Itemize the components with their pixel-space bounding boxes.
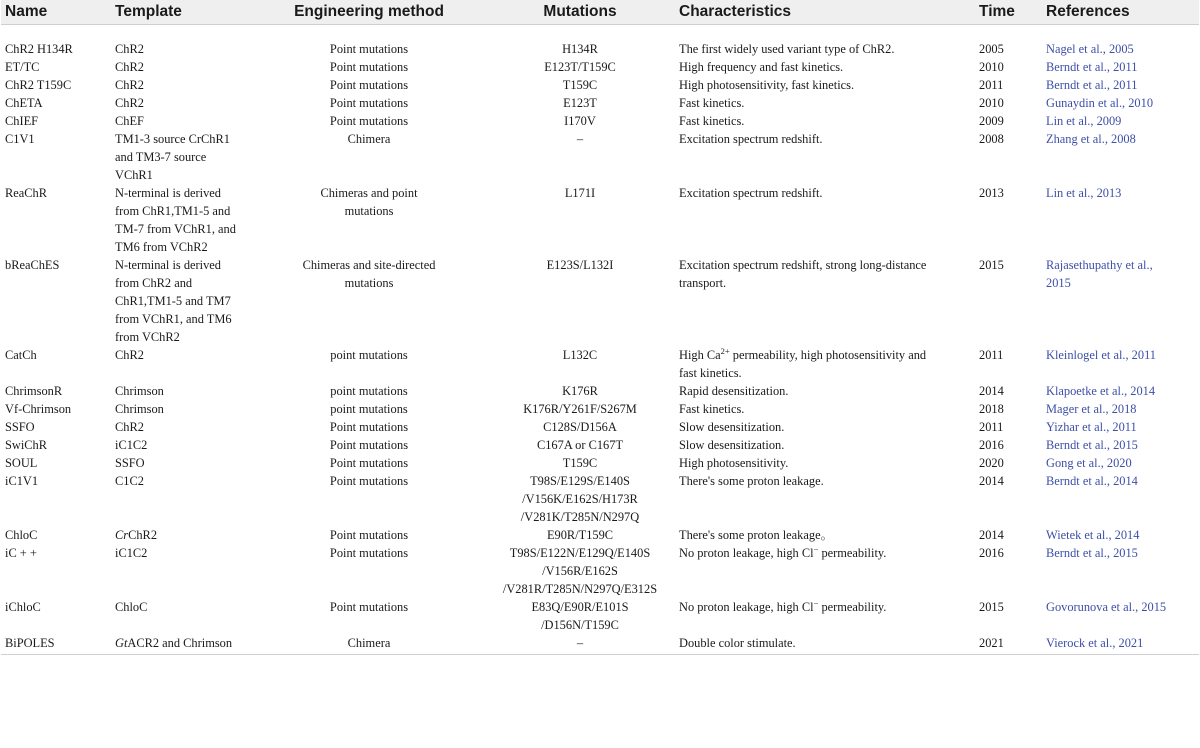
table-row: [1, 130, 1199, 184]
header-mutations: Mutations: [485, 0, 675, 25]
method-line: Point mutations: [329, 474, 409, 488]
template-line: ChR2: [115, 42, 144, 56]
cell-name: CatCh: [5, 348, 37, 362]
cell-template: [111, 130, 253, 184]
cell-template: [111, 382, 253, 400]
template-line: ChR2: [115, 60, 144, 74]
cell-mutations: [485, 472, 675, 526]
mutations-line: I170V: [564, 114, 596, 128]
cell-name: bReaChES: [5, 258, 60, 272]
cell-reference-link[interactable]: [1042, 184, 1199, 256]
cell-name: ChETA: [5, 96, 43, 110]
cell-mutations: [485, 544, 675, 598]
cell-name: SwiChR: [5, 438, 48, 452]
template-line: ChR2: [115, 78, 144, 92]
cell-time: 2010: [979, 96, 1004, 110]
characteristics-line: Double color stimulate.: [679, 636, 796, 650]
cell-characteristics: [675, 184, 975, 256]
cell-template: [111, 256, 253, 346]
mutations-line: /V156R/E162S: [542, 564, 618, 578]
template-rest: ChR2: [128, 528, 158, 542]
cell-mutations: [485, 418, 675, 436]
cell-template: [111, 76, 253, 94]
cell-time: 2014: [979, 384, 1004, 398]
cell-template: [111, 526, 253, 544]
reference-line: Berndt et al., 2015: [1046, 546, 1138, 560]
cell-name: iC + +: [5, 546, 37, 560]
cell-mutations: [485, 634, 675, 655]
cell-template: [111, 112, 253, 130]
mutations-line: /D156N/T159C: [541, 618, 619, 632]
cell-template: [111, 472, 253, 526]
cell-characteristics: [675, 112, 975, 130]
reference-line: Berndt et al., 2011: [1046, 78, 1138, 92]
cell-mutations: [485, 454, 675, 472]
cell-characteristics: [675, 634, 975, 655]
reference-line: Zhang et al., 2008: [1046, 132, 1136, 146]
cell-time: 2020: [979, 456, 1004, 470]
cell-characteristics: [675, 76, 975, 94]
cell-engineering-method: [253, 346, 485, 382]
method-line: point mutations: [330, 402, 408, 416]
method-line: Point mutations: [329, 456, 409, 470]
method-line: Chimeras and site-directed: [302, 258, 436, 272]
table-row: [1, 346, 1199, 382]
table-row: [1, 472, 1199, 526]
table-row: [1, 58, 1199, 76]
cell-mutations: [485, 76, 675, 94]
reference-line: Mager et al., 2018: [1046, 402, 1137, 416]
template-line: ChR1,TM1-5 and TM7: [115, 294, 231, 308]
template-line: ChloC: [115, 600, 148, 614]
mutations-line: C167A or C167T: [536, 438, 624, 452]
table-row: [1, 76, 1199, 94]
cell-template: [111, 58, 253, 76]
reference-line: Nagel et al., 2005: [1046, 42, 1134, 56]
mutations-line: L132C: [562, 348, 598, 362]
cell-characteristics: [675, 598, 975, 634]
table-row: [1, 256, 1199, 346]
cell-engineering-method: [253, 382, 485, 400]
cell-engineering-method: [253, 25, 485, 59]
reference-line: Rajasethupathy et al.,: [1046, 258, 1153, 272]
method-line: Chimera: [347, 636, 391, 650]
mutations-line: T98S/E122N/E129Q/E140S: [509, 546, 651, 560]
cell-template: [111, 454, 253, 472]
cell-template: [111, 436, 253, 454]
reference-line: Lin et al., 2009: [1046, 114, 1122, 128]
characteristics-text: permeability.: [818, 600, 887, 614]
cell-characteristics: [675, 25, 975, 59]
template-line: ChR2: [115, 96, 144, 110]
template-italic-prefix: Cr: [115, 528, 129, 542]
cell-characteristics: [675, 526, 975, 544]
cell-mutations: [485, 130, 675, 184]
reference-line: Berndt et al., 2011: [1046, 60, 1138, 74]
cell-reference-link[interactable]: [1042, 58, 1199, 76]
table-row: [1, 544, 1199, 598]
characteristics-line: Excitation spectrum redshift, strong long-distance: [679, 258, 927, 272]
cell-time: 2011: [979, 348, 1004, 362]
method-line: Point mutations: [329, 600, 409, 614]
cell-name: ET/TC: [5, 60, 40, 74]
mutations-line: E83Q/E90R/E101S: [531, 600, 629, 614]
template-line: ChEF: [115, 114, 144, 128]
template-line: from VChR1, and TM6: [115, 312, 232, 326]
cell-engineering-method: [253, 58, 485, 76]
table-row: [1, 112, 1199, 130]
cell-characteristics: [675, 400, 975, 418]
characteristics-text: High Ca: [679, 348, 721, 362]
mutations-line: L171I: [564, 186, 596, 200]
characteristics-line: Excitation spectrum redshift.: [679, 186, 823, 200]
cell-reference-link[interactable]: [1042, 454, 1199, 472]
mutations-line: /V281R/T285N/N297Q/E312S: [502, 582, 658, 596]
characteristics-text: No proton leakage, high Cl: [679, 600, 814, 614]
template-line: from ChR1,TM1-5 and: [115, 204, 231, 218]
cell-name: ChloC: [5, 528, 38, 542]
method-line: mutations: [344, 204, 394, 218]
cell-characteristics: [675, 436, 975, 454]
cell-characteristics: [675, 94, 975, 112]
table-row: [1, 454, 1199, 472]
characteristics-line: Slow desensitization.: [679, 438, 785, 452]
cell-template: [111, 94, 253, 112]
table-row: [1, 94, 1199, 112]
cell-reference-link[interactable]: [1042, 544, 1199, 598]
cell-reference-link[interactable]: [1042, 382, 1199, 400]
cell-characteristics: [675, 544, 975, 598]
table-row: [1, 382, 1199, 400]
cell-engineering-method: [253, 112, 485, 130]
header-references: References: [1042, 0, 1199, 25]
method-line: Point mutations: [329, 60, 409, 74]
cell-engineering-method: [253, 418, 485, 436]
cell-engineering-method: [253, 94, 485, 112]
cell-name: iChloC: [5, 600, 41, 614]
cell-mutations: [485, 526, 675, 544]
cell-characteristics: [675, 130, 975, 184]
cell-name: ChIEF: [5, 114, 39, 128]
cell-reference-link[interactable]: [1042, 346, 1199, 382]
reference-line: Vierock et al., 2021: [1046, 636, 1144, 650]
cell-characteristics: [675, 472, 975, 526]
optogenetic-variants-table: [1, 0, 1199, 655]
mutations-line: /V156K/E162S/H173R: [522, 492, 638, 506]
header-template: Template: [111, 0, 253, 25]
reference-line: Berndt et al., 2014: [1046, 474, 1138, 488]
template-line: iC1C2: [115, 546, 148, 560]
table-row: [1, 634, 1199, 655]
characteristics-line: Rapid desensitization.: [679, 384, 789, 398]
cell-time: 2015: [979, 600, 1004, 614]
cell-mutations: [485, 256, 675, 346]
method-line: Chimera: [347, 132, 391, 146]
template-line: TM6 from VChR2: [115, 240, 208, 254]
method-line: Point mutations: [329, 78, 409, 92]
cell-engineering-method: [253, 400, 485, 418]
characteristics-line: fast kinetics.: [679, 366, 742, 380]
reference-line: Govorunova et al., 2015: [1046, 600, 1167, 614]
table-row: [1, 598, 1199, 634]
cell-time: 2014: [979, 474, 1004, 488]
mutations-line: E90R/T159C: [546, 528, 614, 542]
method-line: Point mutations: [329, 420, 409, 434]
cell-characteristics: [675, 418, 975, 436]
cell-reference-link[interactable]: [1042, 634, 1199, 655]
method-line: Point mutations: [329, 96, 409, 110]
cell-engineering-method: [253, 454, 485, 472]
cell-mutations: [485, 346, 675, 382]
template-line: iC1C2: [115, 438, 148, 452]
method-line: Point mutations: [329, 438, 409, 452]
template-line: ChR2: [115, 348, 144, 362]
mutations-line: C128S/D156A: [543, 420, 617, 434]
characteristics-line: Fast kinetics.: [679, 402, 745, 416]
table-row: [1, 184, 1199, 256]
characteristics-text: No proton leakage, high Cl: [679, 546, 814, 560]
template-line: TM-7 from VChR1, and: [115, 222, 236, 236]
template-rest: ACR2 and Chrimson: [127, 636, 233, 650]
cell-engineering-method: [253, 436, 485, 454]
header-engineering-method: Engineering method: [253, 0, 485, 25]
template-line: TM1-3 source CrChR1: [115, 132, 230, 146]
mutations-line: E123T/T159C: [544, 60, 616, 74]
cell-template: [111, 184, 253, 256]
cell-template: [111, 598, 253, 634]
characteristics-superscript: −: [813, 597, 819, 608]
table-row: [1, 526, 1199, 544]
reference-line: Klapoetke et al., 2014: [1046, 384, 1156, 398]
reference-line: Gunaydin et al., 2010: [1046, 96, 1154, 110]
cell-reference-link[interactable]: [1042, 472, 1199, 526]
characteristics-line: Fast kinetics.: [679, 96, 745, 110]
cell-template: [111, 346, 253, 382]
cell-mutations: [485, 112, 675, 130]
characteristics-line: Excitation spectrum redshift.: [679, 132, 823, 146]
cell-reference-link[interactable]: [1042, 418, 1199, 436]
method-line: Point mutations: [329, 528, 409, 542]
cell-template: [111, 544, 253, 598]
method-line: point mutations: [330, 348, 408, 362]
cell-name: Vf-Chrimson: [5, 402, 72, 416]
cell-name: SOUL: [5, 456, 38, 470]
cell-reference-link[interactable]: [1042, 436, 1199, 454]
characteristics-line: High photosensitivity, fast kinetics.: [679, 78, 855, 92]
cell-mutations: [485, 382, 675, 400]
cell-mutations: [485, 400, 675, 418]
method-line: Chimeras and point: [320, 186, 418, 200]
cell-name: BiPOLES: [1, 634, 111, 655]
mutations-line: H134R: [562, 42, 598, 56]
cell-name: iC1V1: [5, 474, 39, 488]
mutations-line: E123T: [563, 96, 597, 110]
cell-characteristics: [675, 346, 975, 382]
cell-reference-link[interactable]: [1042, 112, 1199, 130]
characteristics-line: High photosensitivity.: [679, 456, 789, 470]
characteristics-line: There's some proton leakage。: [679, 528, 833, 542]
cell-reference-link[interactable]: [1042, 76, 1199, 94]
cell-mutations: [485, 436, 675, 454]
cell-template: [111, 418, 253, 436]
template-italic-prefix: Gt: [115, 636, 128, 650]
cell-time: 2005: [979, 42, 1004, 56]
table-row: [1, 25, 1199, 59]
method-line: Point mutations: [329, 42, 409, 56]
characteristics-line: There's some proton leakage.: [679, 474, 824, 488]
reference-line: Lin et al., 2013: [1046, 186, 1122, 200]
cell-reference-link[interactable]: [1042, 400, 1199, 418]
cell-engineering-method: [253, 472, 485, 526]
cell-engineering-method: [253, 634, 485, 655]
cell-characteristics: [675, 382, 975, 400]
cell-characteristics: [675, 454, 975, 472]
cell-time: 2013: [979, 186, 1004, 200]
template-line: ChR2: [115, 420, 144, 434]
table-header: [1, 0, 1199, 25]
reference-line: Wietek et al., 2014: [1046, 528, 1140, 542]
header-time: Time: [975, 0, 1042, 25]
cell-name: ChR2 T159C: [5, 78, 72, 92]
cell-template: [111, 634, 253, 655]
method-line: point mutations: [330, 384, 408, 398]
cell-reference-link[interactable]: [1042, 526, 1199, 544]
template-line: Chrimson: [115, 402, 164, 416]
cell-engineering-method: [253, 184, 485, 256]
cell-name: C1V1: [5, 132, 35, 146]
table-row: [1, 436, 1199, 454]
reference-line: Yizhar et al., 2011: [1046, 420, 1137, 434]
table-row: [1, 418, 1199, 436]
cell-mutations: [485, 184, 675, 256]
method-line: Point mutations: [329, 114, 409, 128]
cell-time: 2021: [975, 634, 1042, 655]
cell-mutations: [485, 598, 675, 634]
cell-engineering-method: [253, 598, 485, 634]
mutations-line: T98S/E129S/E140S: [530, 474, 630, 488]
cell-time: 2015: [979, 258, 1004, 272]
cell-engineering-method: [253, 256, 485, 346]
cell-reference-link[interactable]: [1042, 94, 1199, 112]
cell-engineering-method: [253, 544, 485, 598]
cell-time: 2010: [979, 60, 1004, 74]
cell-name: ChrimsonR: [5, 384, 63, 398]
cell-name: ChR2 H134R: [5, 42, 73, 56]
mutations-line: T159C: [562, 78, 598, 92]
reference-line: Kleinlogel et al., 2011: [1046, 348, 1156, 362]
header-characteristics: Characteristics: [675, 0, 975, 25]
cell-reference-link[interactable]: [1042, 256, 1199, 346]
method-line: mutations: [344, 276, 394, 290]
cell-characteristics: [675, 256, 975, 346]
table-row: [1, 400, 1199, 418]
cell-time: 2011: [979, 78, 1004, 92]
mutations-line: K176R: [562, 384, 598, 398]
cell-engineering-method: [253, 526, 485, 544]
template-line: VChR1: [115, 168, 153, 182]
template-line: and TM3-7 source: [115, 150, 207, 164]
reference-line: Berndt et al., 2015: [1046, 438, 1138, 452]
cell-template: [111, 25, 253, 59]
cell-characteristics: [675, 58, 975, 76]
mutations-line: E123S/L132I: [546, 258, 614, 272]
cell-reference-link[interactable]: [1042, 25, 1199, 59]
cell-time: 2016: [979, 546, 1004, 560]
cell-time: 2009: [979, 114, 1004, 128]
cell-name: ReaChR: [5, 186, 47, 200]
reference-line: Gong et al., 2020: [1046, 456, 1132, 470]
characteristics-superscript: −: [813, 543, 819, 554]
mutations-line: /V281K/T285N/N297Q: [520, 510, 640, 524]
cell-template: [111, 400, 253, 418]
characteristics-line: Slow desensitization.: [679, 420, 785, 434]
cell-mutations: [485, 25, 675, 59]
reference-line: 2015: [1046, 276, 1071, 290]
characteristics-superscript: 2+: [720, 345, 730, 356]
characteristics-line: transport.: [679, 276, 727, 290]
characteristics-text: permeability, high photosensitivity and: [729, 348, 927, 362]
method-line: Point mutations: [329, 546, 409, 560]
header-name: Name: [1, 0, 111, 25]
template-line: N-terminal is derived: [115, 258, 221, 272]
cell-time: 2016: [979, 438, 1004, 452]
table-body: [1, 25, 1199, 655]
template-line: from VChR2: [115, 330, 180, 344]
characteristics-text: permeability.: [818, 546, 887, 560]
cell-reference-link[interactable]: [1042, 598, 1199, 634]
template-line: from ChR2 and: [115, 276, 193, 290]
cell-time: 2011: [979, 420, 1004, 434]
template-line: Chrimson: [115, 384, 164, 398]
cell-reference-link[interactable]: [1042, 130, 1199, 184]
characteristics-line: Fast kinetics.: [679, 114, 745, 128]
mutations-line: –: [576, 636, 584, 650]
cell-engineering-method: [253, 76, 485, 94]
cell-time: 2008: [979, 132, 1004, 146]
cell-time: 2014: [979, 528, 1004, 542]
template-line: SSFO: [115, 456, 145, 470]
mutations-line: –: [576, 132, 584, 146]
cell-mutations: [485, 94, 675, 112]
cell-engineering-method: [253, 130, 485, 184]
cell-name: SSFO: [5, 420, 35, 434]
template-line: N-terminal is derived: [115, 186, 221, 200]
mutations-line: K176R/Y261F/S267M: [523, 402, 637, 416]
cell-time: 2018: [979, 402, 1004, 416]
cell-mutations: [485, 58, 675, 76]
template-line: C1C2: [115, 474, 144, 488]
characteristics-line: The first widely used variant type of ChR2.: [679, 42, 895, 56]
characteristics-line: High frequency and fast kinetics.: [679, 60, 844, 74]
mutations-line: T159C: [562, 456, 598, 470]
